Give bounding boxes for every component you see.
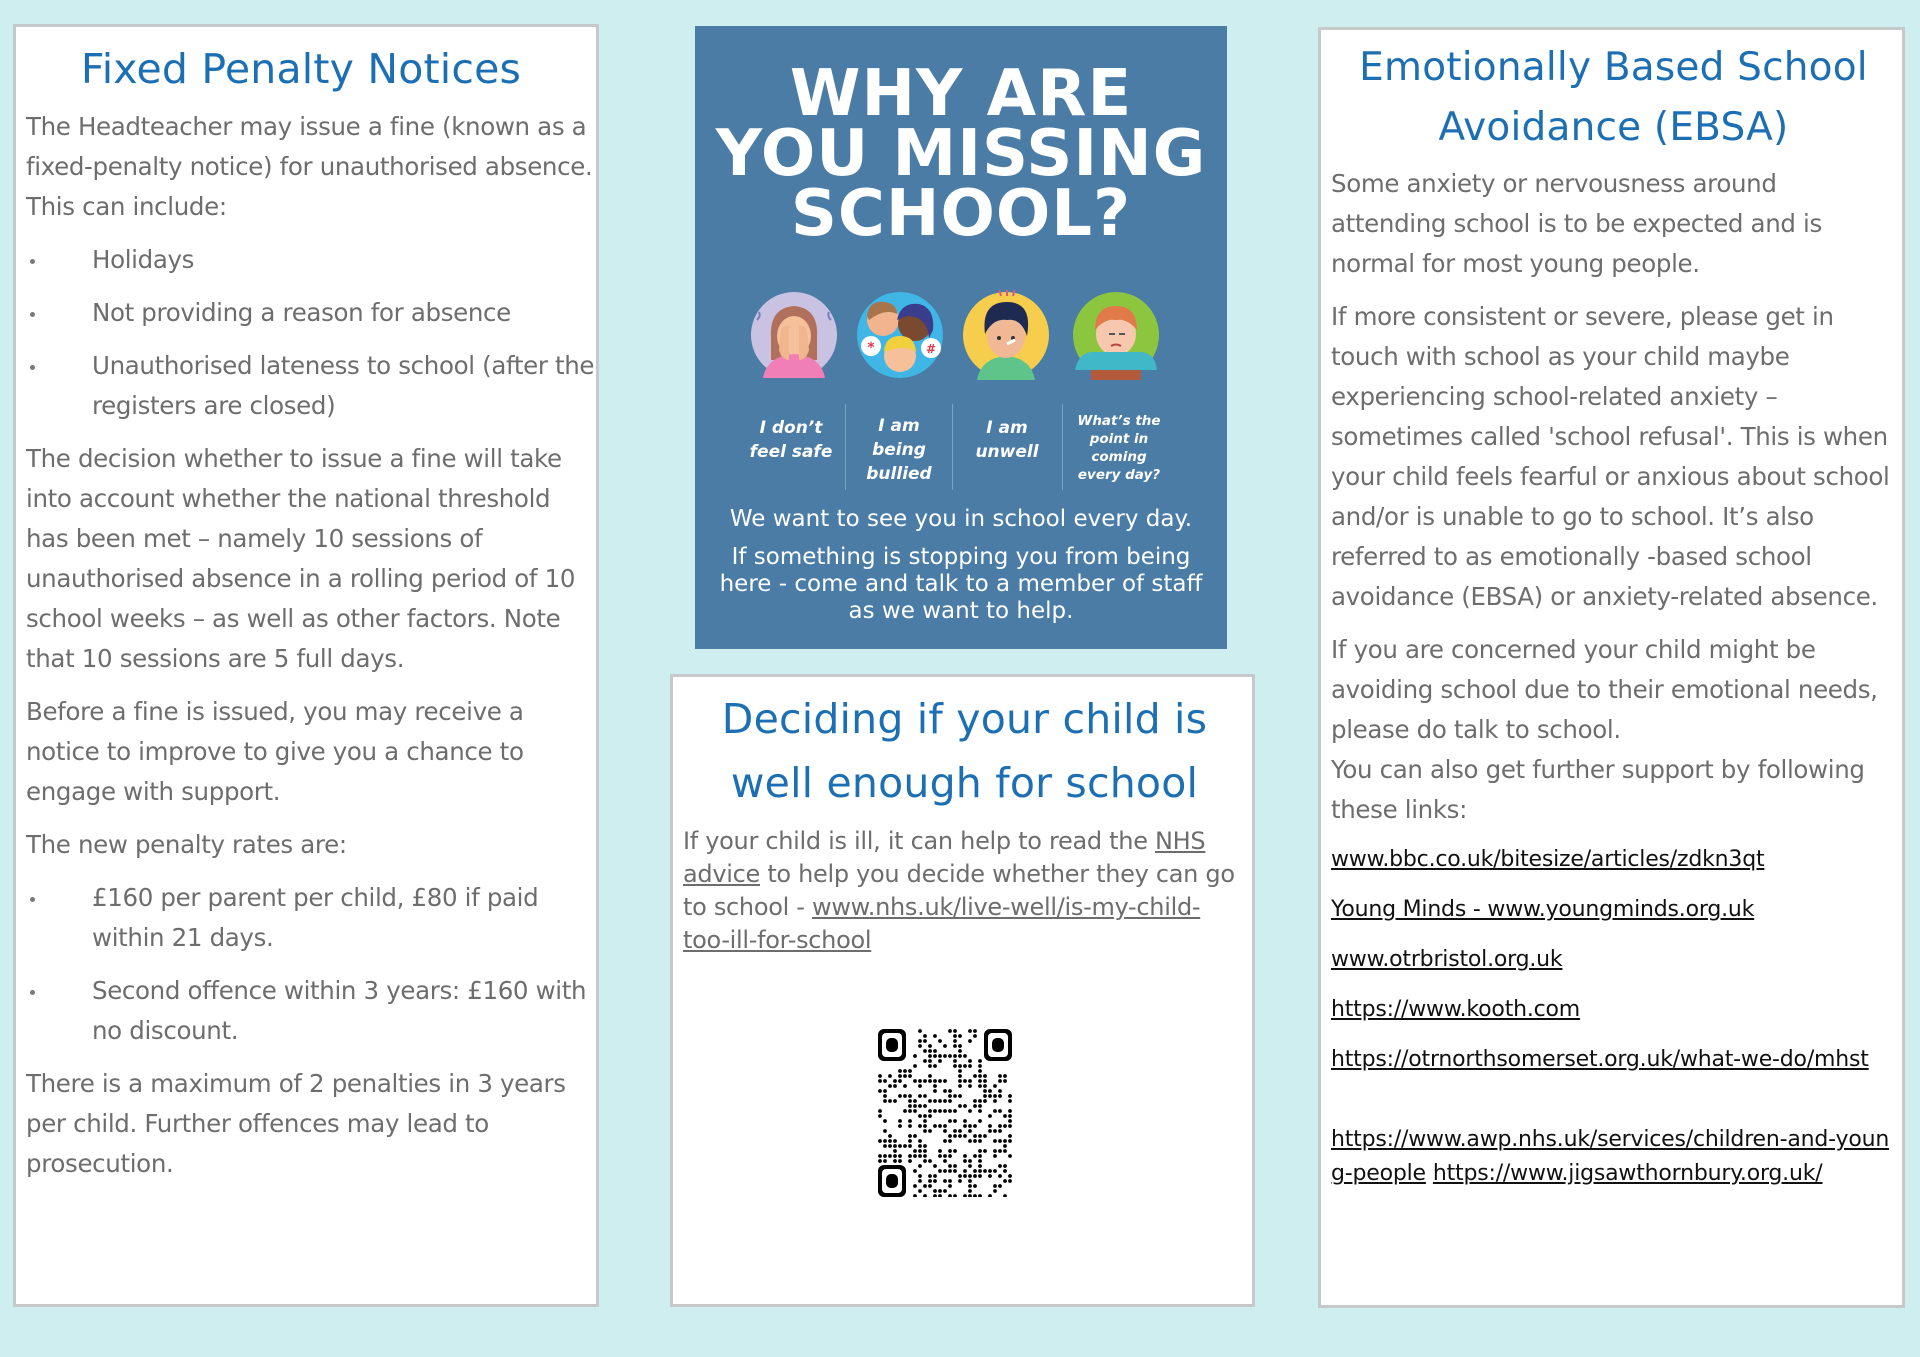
deciding-text xyxy=(683,825,1246,957)
link-kooth[interactable]: https://www.kooth.com xyxy=(1331,997,1581,1022)
reason-label-unwell xyxy=(953,416,1061,464)
reason-label-bullied xyxy=(847,414,951,486)
bullet-icon xyxy=(30,312,35,317)
label-line: unwell xyxy=(975,442,1039,462)
label-line: every day? xyxy=(1077,467,1161,483)
spacer xyxy=(1331,1093,1896,1123)
covering-face-icon xyxy=(749,290,839,380)
text-segment: If you are concerned your child might be avoiding school due to their emotional needs, please do talk to school. xyxy=(1331,635,1878,744)
label-line: I am xyxy=(878,416,920,436)
headline-line: WHY ARE xyxy=(789,57,1133,131)
link-jigsaw-thornbury[interactable]: https://www.jigsawthornbury.org.uk/ xyxy=(1432,1161,1823,1186)
bullet-icon xyxy=(30,897,35,902)
poster-message-2: If something is stopping you from being here - come and talk to a member of staff as we want to help. xyxy=(719,544,1203,624)
title-line: Avoidance (EBSA) xyxy=(1438,105,1789,150)
title-line: Emotionally Based School xyxy=(1359,45,1868,90)
support-links xyxy=(1331,843,1896,1191)
label-line: I am xyxy=(986,418,1028,438)
link-otr-north-somerset[interactable]: https://otrnorthsomerset.org.uk/what-we-do/mhst xyxy=(1331,1047,1869,1072)
list-item xyxy=(26,293,596,333)
reason-label-not-safe xyxy=(737,416,845,464)
ebsa-paragraph-2: If more consistent or severe, please get in touch with school as your child maybe experiencing school-related anxiety – sometimes called 'school refusal'. This is when your child feels fearful or anxious about school and/or is unable to go to school. It’s also referred to as emotionally -based school avoidance (EBSA) or anxiety-related absence. xyxy=(1331,302,1890,611)
poster-headline xyxy=(695,57,1227,251)
bullet-icon xyxy=(30,259,35,264)
list-item-text: £160 per parent per child, £80 if paid within 21 days. xyxy=(92,883,539,952)
list-item xyxy=(26,878,596,958)
fixed-penalty-panel xyxy=(13,24,599,1307)
deciding-panel xyxy=(670,674,1255,1307)
nhs-url-link[interactable]: www.nhs.uk/live-well/is-my-child-too-ill-for-school xyxy=(683,893,1201,954)
label-line: coming xyxy=(1091,449,1147,465)
poster-message-1: We want to see you in school every day. xyxy=(729,506,1193,532)
list-item xyxy=(26,346,596,426)
nhs-advice-link[interactable]: NHS advice xyxy=(683,827,1206,888)
list-item-text: Not providing a reason for absence xyxy=(92,298,511,327)
unwell-child-icon xyxy=(961,290,1051,380)
ebsa-panel xyxy=(1318,27,1905,1308)
label-line: I don’t xyxy=(759,418,823,438)
notice-paragraph: Before a fine is issued, you may receive a notice to improve to give you a chance to engage with support. xyxy=(26,697,524,806)
decision-paragraph: The decision whether to issue a fine will take into account whether the national threshold has been met – namely 10 sessions of unauthorised absence in a rolling period of 10 school weeks – as well as other factors. Note that 10 sessions are 5 full days. xyxy=(26,444,576,673)
list-item xyxy=(26,240,596,280)
title-line: well enough for school xyxy=(730,759,1199,807)
absence-reasons-list xyxy=(26,240,596,426)
reason-labels xyxy=(695,388,1227,488)
ebsa-paragraph-3 xyxy=(1331,630,1896,830)
fixed-penalty-intro: The Headteacher may issue a fine (known as a fixed-penalty notice) for unauthorised absence. This can include: xyxy=(26,112,593,221)
reason-icons xyxy=(695,288,1227,384)
text-segment: to help you decide whether they can go to school - xyxy=(683,860,1235,921)
reason-label-whats-the-point xyxy=(1063,412,1175,484)
fixed-penalty-title: Fixed Penalty Notices xyxy=(80,45,522,93)
link-awp-nhs[interactable]: https://www.awp.nhs.uk/services/children-and-young-people xyxy=(1331,1127,1890,1186)
qr-code-icon[interactable] xyxy=(878,1029,1012,1197)
text-segment: If your child is ill, it can help to read the xyxy=(683,827,1155,855)
link-bbc-bitesize[interactable]: www.bbc.co.uk/bitesize/articles/zdkn3qt xyxy=(1331,847,1765,872)
label-line: point in xyxy=(1089,431,1149,447)
headline-line: YOU MISSING xyxy=(715,117,1207,191)
bullet-icon xyxy=(30,990,35,995)
link-group xyxy=(1331,1123,1891,1191)
title-line: Deciding if your child is xyxy=(721,695,1208,743)
deciding-title xyxy=(683,687,1246,815)
ebsa-paragraph-1: Some anxiety or nervousness around attending school is to be expected and is normal for most young people. xyxy=(1331,169,1822,278)
bullet-icon xyxy=(30,365,35,370)
list-item-text: Holidays xyxy=(92,245,195,274)
label-line: feel safe xyxy=(749,442,833,462)
link-otr-bristol[interactable]: www.otrbristol.org.uk xyxy=(1331,947,1563,972)
list-item xyxy=(26,971,596,1051)
rates-intro: The new penalty rates are: xyxy=(26,830,347,859)
svg-text:*: * xyxy=(867,340,875,356)
list-item-text: Second offence within 3 years: £160 with no discount. xyxy=(92,976,587,1045)
text-segment: You can also get further support by following these links: xyxy=(1331,755,1865,824)
label-line: bullied xyxy=(866,464,932,484)
bored-child-icon xyxy=(1071,290,1161,380)
svg-text:#: # xyxy=(925,342,937,356)
missing-school-poster xyxy=(695,26,1227,649)
link-young-minds[interactable]: Young Minds - www.youngminds.org.uk xyxy=(1331,897,1755,922)
headline-line: SCHOOL? xyxy=(790,177,1132,251)
label-line: being xyxy=(872,440,926,460)
bullying-group-icon xyxy=(855,290,945,380)
maximum-paragraph: There is a maximum of 2 penalties in 3 years per child. Further offences may lead to prosecution. xyxy=(26,1069,566,1178)
label-line: What’s the xyxy=(1077,413,1161,429)
ebsa-title xyxy=(1331,38,1896,158)
list-item-text: Unauthorised lateness to school (after the registers are closed) xyxy=(92,351,595,420)
penalty-rates-list xyxy=(26,878,596,1051)
